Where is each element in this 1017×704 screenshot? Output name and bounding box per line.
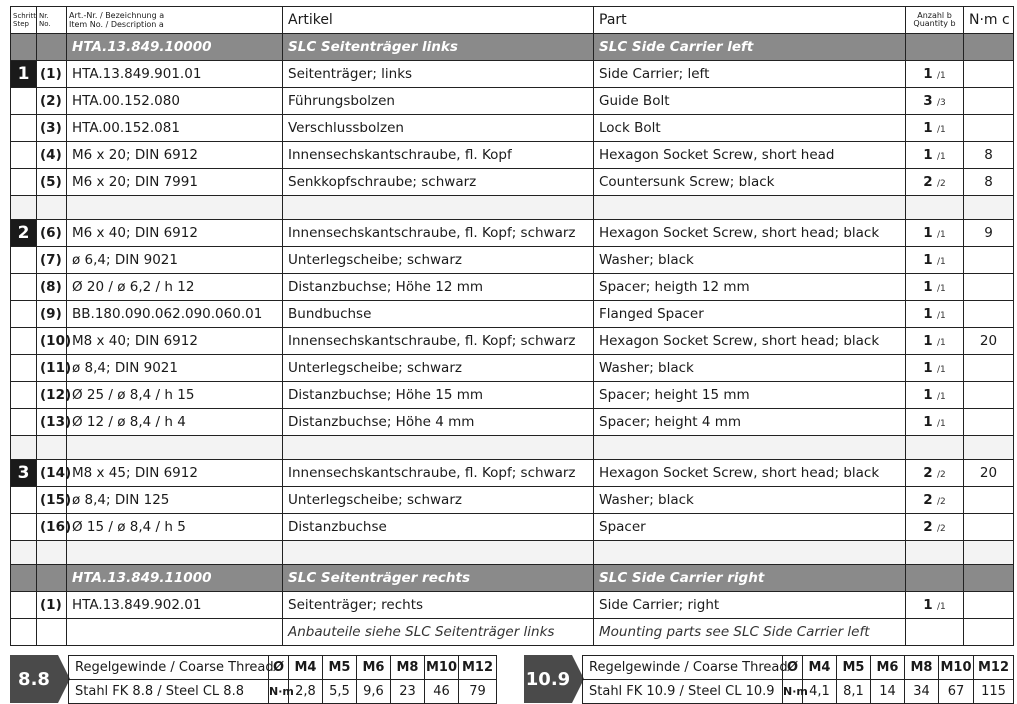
quantity-value: 1 [923,252,933,268]
thread-size: M12 [974,656,1014,680]
torque [964,355,1014,382]
torque-unit: N·m [783,680,803,704]
quantity-total: /1 [936,257,946,267]
artikel-de: Seitenträger; links [283,61,594,88]
table-row [11,61,1014,88]
empty-cell [11,541,37,565]
thread-table-8-8 [68,655,497,704]
part-en: Side Carrier; left [594,61,906,88]
quantity-value: 1 [923,120,933,136]
step-number: 2 [11,220,36,246]
diameter-symbol: Ø [783,656,803,680]
step-cell [11,328,37,355]
quantity-total: /1 [936,71,946,81]
step-number: 3 [11,460,36,486]
quantity-value: 3 [923,93,933,109]
torque-value: 67 [939,680,974,704]
torque [964,115,1014,142]
quantity-total: /1 [936,338,946,348]
quantity-total: /1 [936,284,946,294]
quantity [906,328,964,355]
quantity-value: 1 [923,225,933,241]
part-en: Spacer; heigth 12 mm [594,274,906,301]
grade-badge-10-9: 10.9 [524,655,572,703]
torque-value: 34 [905,680,939,704]
band-cell [964,34,1014,61]
col-item: Art.-Nr. / Bezeichnung a Item No. / Description a [67,7,283,34]
note-cell [37,619,67,646]
quantity-value: 2 [923,492,933,508]
artikel-de: Distanzbuchse; Höhe 12 mm [283,274,594,301]
diameter-symbol: Ø [269,656,289,680]
quantity [906,115,964,142]
quantity [906,61,964,88]
quantity [906,460,964,487]
col-part: Part [594,7,906,34]
torque: 8 [964,169,1014,196]
torque-value: 23 [391,680,425,704]
item-number: Ø 20 / ø 6,2 / h 12 [67,274,283,301]
step-cell [11,382,37,409]
quantity [906,487,964,514]
table-row [11,88,1014,115]
parts-table [10,6,1014,646]
quantity [906,592,964,619]
step-cell [11,409,37,436]
item-number: M6 x 20; DIN 7991 [67,169,283,196]
item-position: (2) [37,88,67,115]
empty-cell [964,436,1014,460]
item-number: HTA.13.849.901.01 [67,61,283,88]
quantity-value: 1 [923,279,933,295]
note-row [11,619,1014,646]
item-number: Ø 25 / ø 8,4 / h 15 [67,382,283,409]
item-number: ø 8,4; DIN 125 [67,487,283,514]
thread-size: M12 [459,656,497,680]
part-en: Spacer; height 15 mm [594,382,906,409]
band-cell [37,34,67,61]
torque-value: 2,8 [289,680,323,704]
thread-size: M10 [425,656,459,680]
quantity [906,409,964,436]
quantity-total: /2 [936,470,946,480]
artikel-de: Unterlegscheibe; schwarz [283,487,594,514]
torque-value: 14 [871,680,905,704]
empty-cell [594,196,906,220]
band-cell [906,565,964,592]
artikel-de: Bundbuchse [283,301,594,328]
step-cell [11,592,37,619]
table-row [11,409,1014,436]
table-row [11,142,1014,169]
item-position: (9) [37,301,67,328]
part-en: Hexagon Socket Screw, short head; black [594,460,906,487]
mounting-note-en: Mounting parts see SLC Side Carrier left [594,619,906,646]
torque-value: 115 [974,680,1014,704]
artikel-de: Verschlussbolzen [283,115,594,142]
empty-cell [67,196,283,220]
part-en: Washer; black [594,487,906,514]
quantity-value: 1 [923,414,933,430]
thread-size: M5 [323,656,357,680]
item-number: Ø 15 / ø 8,4 / h 5 [67,514,283,541]
artikel-de: Innensechskantschraube, fl. Kopf; schwarz [283,460,594,487]
empty-cell [594,541,906,565]
note-cell [11,619,37,646]
mounting-note-de: Anbauteile siehe SLC Seitenträger links [283,619,594,646]
torque [964,514,1014,541]
band-cell [906,34,964,61]
step-cell [11,355,37,382]
thread-size: M5 [837,656,871,680]
step-cell [11,460,37,487]
assembly-header-row [11,34,1014,61]
step-cell [11,247,37,274]
artikel-de: Distanzbuchse; Höhe 4 mm [283,409,594,436]
quantity-total: /1 [936,125,946,135]
table-header [11,7,1014,34]
part-en: Guide Bolt [594,88,906,115]
thread-size: M4 [803,656,837,680]
artikel-de: Unterlegscheibe; schwarz [283,247,594,274]
item-position: (10) [37,328,67,355]
item-position: (1) [37,592,67,619]
quantity [906,382,964,409]
quantity-value: 1 [923,306,933,322]
part-en: Hexagon Socket Screw, short head; black [594,328,906,355]
band-cell [11,565,37,592]
quantity-total: /2 [936,524,946,534]
step-cell [11,487,37,514]
quantity-value: 1 [923,333,933,349]
artikel-de: Distanzbuchse; Höhe 15 mm [283,382,594,409]
torque [964,274,1014,301]
item-number: M8 x 40; DIN 6912 [67,328,283,355]
band-cell [37,565,67,592]
col-qty: Anzahl b Quantity b [906,7,964,34]
part-en: Lock Bolt [594,115,906,142]
step-cell [11,514,37,541]
assembly-header-row [11,565,1014,592]
torque: 8 [964,142,1014,169]
item-number: Ø 12 / ø 8,4 / h 4 [67,409,283,436]
assembly-name-de: SLC Seitenträger rechts [283,565,594,592]
torque [964,382,1014,409]
quantity-value: 1 [923,147,933,163]
thread-size: M10 [939,656,974,680]
table-row [11,592,1014,619]
item-position: (13) [37,409,67,436]
torque-value: 79 [459,680,497,704]
quantity [906,514,964,541]
quantity [906,142,964,169]
thread-size: M8 [391,656,425,680]
steel-class-label: Stahl FK 8.8 / Steel CL 8.8 [69,680,269,704]
quantity-total: /1 [936,419,946,429]
assembly-item-number: HTA.13.849.11000 [67,565,283,592]
quantity [906,220,964,247]
torque-value: 9,6 [357,680,391,704]
empty-cell [67,436,283,460]
torque-value: 46 [425,680,459,704]
step-cell [11,142,37,169]
artikel-de: Innensechskantschraube, fl. Kopf; schwarz [283,328,594,355]
quantity [906,88,964,115]
thread-size: M8 [905,656,939,680]
note-cell [906,619,964,646]
empty-cell [964,541,1014,565]
assembly-name-en: SLC Side Carrier right [594,565,906,592]
item-number: ø 6,4; DIN 9021 [67,247,283,274]
part-en: Hexagon Socket Screw, short head; black [594,220,906,247]
item-position: (5) [37,169,67,196]
table-row [11,514,1014,541]
band-cell [964,565,1014,592]
quantity [906,274,964,301]
item-position: (12) [37,382,67,409]
assembly-name-en: SLC Side Carrier left [594,34,906,61]
step-cell [11,115,37,142]
thread-size: M6 [357,656,391,680]
quantity-total: /1 [936,230,946,240]
empty-cell [37,196,67,220]
item-position: (15) [37,487,67,514]
step-cell [11,301,37,328]
empty-cell [11,436,37,460]
torque: 20 [964,328,1014,355]
item-number: M6 x 40; DIN 6912 [67,220,283,247]
coarse-thread-label: Regelgewinde / Coarse Thread [583,656,783,680]
item-position: (3) [37,115,67,142]
table-row [11,328,1014,355]
quantity-value: 2 [923,174,933,190]
artikel-de: Führungsbolzen [283,88,594,115]
coarse-thread-label: Regelgewinde / Coarse Thread [69,656,269,680]
spacer-row [11,196,1014,220]
part-en: Spacer [594,514,906,541]
table-row [11,355,1014,382]
thread-table-10-9 [582,655,1014,704]
quantity-value: 1 [923,597,933,613]
col-nm: N·m c [964,7,1014,34]
quantity [906,355,964,382]
empty-cell [906,436,964,460]
item-position: (6) [37,220,67,247]
spacer-row [11,541,1014,565]
quantity-total: /2 [936,179,946,189]
torque [964,487,1014,514]
item-number: M8 x 45; DIN 6912 [67,460,283,487]
torque: 9 [964,220,1014,247]
item-number: HTA.00.152.081 [67,115,283,142]
assembly-name-de: SLC Seitenträger links [283,34,594,61]
col-nr: Nr. No. [37,7,67,34]
torque-value: 8,1 [837,680,871,704]
table-row [11,487,1014,514]
part-en: Washer; black [594,355,906,382]
item-position: (4) [37,142,67,169]
artikel-de: Innensechskantschraube, fl. Kopf [283,142,594,169]
torque [964,592,1014,619]
quantity [906,247,964,274]
spacer-row [11,436,1014,460]
quantity-total: /1 [936,602,946,612]
empty-cell [283,196,594,220]
col-artikel: Artikel [283,7,594,34]
band-cell [11,34,37,61]
quantity [906,169,964,196]
quantity-total: /1 [936,365,946,375]
quantity-total: /1 [936,152,946,162]
part-en: Countersunk Screw; black [594,169,906,196]
empty-cell [283,436,594,460]
torque [964,88,1014,115]
step-cell [11,274,37,301]
part-en: Flanged Spacer [594,301,906,328]
item-position: (1) [37,61,67,88]
torque-unit: N·m [269,680,289,704]
note-cell [964,619,1014,646]
table-row [11,460,1014,487]
quantity-total: /2 [936,497,946,507]
item-position: (14) [37,460,67,487]
step-cell [11,169,37,196]
part-en: Spacer; height 4 mm [594,409,906,436]
artikel-de: Seitenträger; rechts [283,592,594,619]
part-en: Washer; black [594,247,906,274]
empty-cell [594,436,906,460]
empty-cell [906,196,964,220]
quantity-total: /1 [936,392,946,402]
part-en: Side Carrier; right [594,592,906,619]
item-number: BB.180.090.062.090.060.01 [67,301,283,328]
steel-class-label: Stahl FK 10.9 / Steel CL 10.9 [583,680,783,704]
item-number: ø 8,4; DIN 9021 [67,355,283,382]
empty-cell [37,541,67,565]
quantity-value: 2 [923,465,933,481]
quantity-total: /1 [936,311,946,321]
artikel-de: Senkkopfschraube; schwarz [283,169,594,196]
step-cell [11,220,37,247]
empty-cell [11,196,37,220]
artikel-de: Distanzbuchse [283,514,594,541]
table-row [11,301,1014,328]
table-row [11,169,1014,196]
assembly-item-number: HTA.13.849.10000 [67,34,283,61]
quantity-value: 1 [923,66,933,82]
quantity-value: 1 [923,360,933,376]
col-step: Schritt Step [11,7,37,34]
torque [964,409,1014,436]
quantity-value: 2 [923,519,933,535]
parts-list [10,6,1013,699]
empty-cell [964,196,1014,220]
table-row [11,382,1014,409]
empty-cell [67,541,283,565]
empty-cell [283,541,594,565]
item-number: HTA.00.152.080 [67,88,283,115]
thread-size: M4 [289,656,323,680]
torque [964,61,1014,88]
item-position: (16) [37,514,67,541]
quantity-value: 1 [923,387,933,403]
torque: 20 [964,460,1014,487]
step-cell [11,61,37,88]
step-cell [11,88,37,115]
torque [964,247,1014,274]
thread-size: M6 [871,656,905,680]
item-number: M6 x 20; DIN 6912 [67,142,283,169]
empty-cell [37,436,67,460]
quantity [906,301,964,328]
table-row [11,247,1014,274]
artikel-de: Innensechskantschraube, fl. Kopf; schwarz [283,220,594,247]
item-number: HTA.13.849.902.01 [67,592,283,619]
table-row [11,220,1014,247]
item-position: (8) [37,274,67,301]
torque-value: 4,1 [803,680,837,704]
torque-value: 5,5 [323,680,357,704]
part-en: Hexagon Socket Screw, short head [594,142,906,169]
grade-badge-8-8: 8.8 [10,655,58,703]
empty-cell [906,541,964,565]
step-number: 1 [11,61,36,87]
item-position: (7) [37,247,67,274]
table-row [11,274,1014,301]
table-row [11,115,1014,142]
torque [964,301,1014,328]
note-cell [67,619,283,646]
artikel-de: Unterlegscheibe; schwarz [283,355,594,382]
quantity-total: /3 [936,98,946,108]
item-position: (11) [37,355,67,382]
thread-torque-tables [10,655,1013,703]
